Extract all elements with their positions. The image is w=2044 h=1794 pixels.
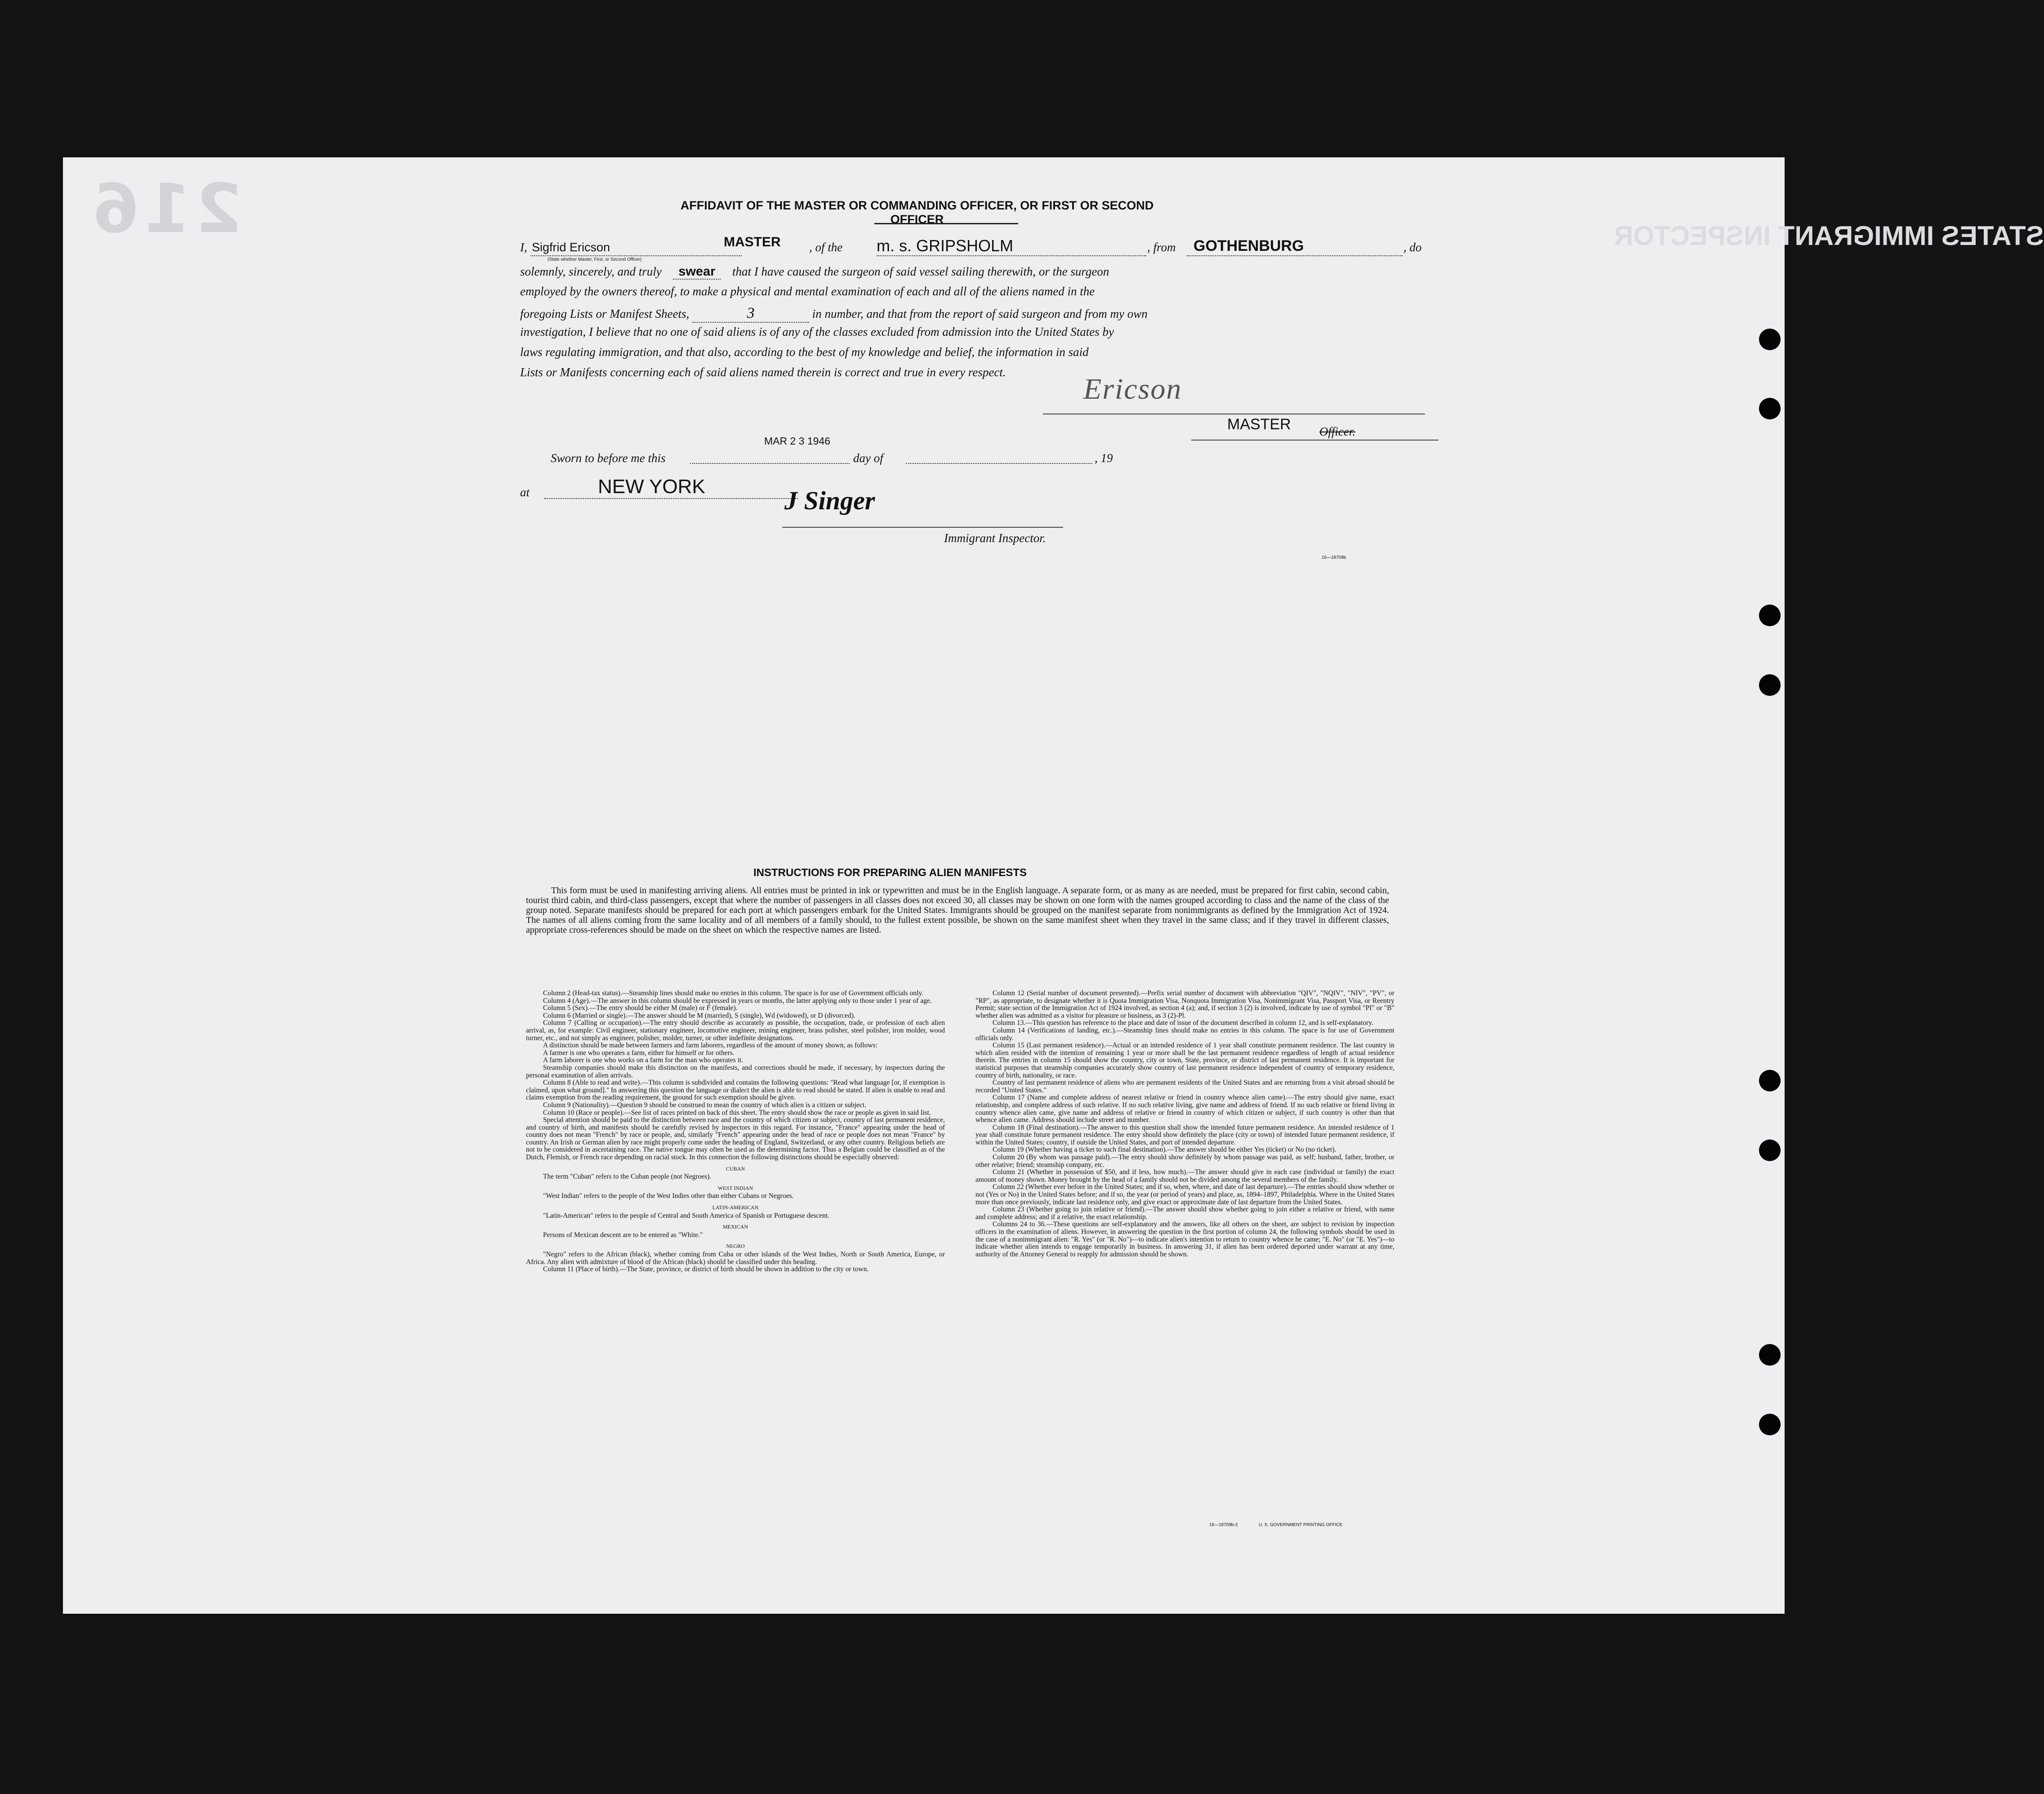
affidavit-line-5: investigation, I believe that no one of said aliens is of any of the classes excluded from admission into the United States by <box>520 325 1114 338</box>
affidavit-line-3: employed by the owners thereof, to make a physical and mental examination of each and all of the aliens named in the <box>520 285 1095 298</box>
instructions-intro: This form must be used in manifesting arriving aliens. All entries must be printed in ink or typewritten and must be in the English language. A separate form, or as many as are needed, must be prepared for first cabin, second cabin, tourist third cabin, and third-class passengers, except that where the number of passengers in all classes does not exceed 30, all classes may be shown on one form with the names grouped according to class and the name of the class of the group noted. Separate manifests should be prepared for each port at which passengers embark for the United States. Immigrants should be grouped on the manifest separate from nonimmigrants as defined by the Immigration Act of 1924. The names of all aliens coming from the same locality and of all members of a family should, to the fullest extent possible, be shown on the same manifest sheet when they travel in the same class; and if they travel in different classes, appropriate cross-references should be made on the sheet on which the respective names are listed. <box>526 886 1389 935</box>
instruction-paragraph: Column 21 (Whether in possession of $50, and if less, how much).—The answer should give in each case (individual or family) the exact amount of money shown. Money brought by the head of a family should not be divided among the several members of the family. <box>975 1168 1394 1184</box>
place-underline <box>544 498 798 499</box>
instruction-paragraph: Column 2 (Head-tax status).—Steamship lines should make no entries in this column. The space is for use of Government officials only. <box>543 989 924 997</box>
bleed-through-text: STATES IMMIGRANT INSPECTOR <box>1614 221 2044 251</box>
day-of-text: day of <box>853 451 883 465</box>
affidavit-i: I, <box>520 240 527 254</box>
instruction-paragraph: Column 9 (Nationality).—Question 9 should be construed to mean the country of which alien is a citizen or subject. <box>543 1101 866 1109</box>
instructions-title: INSTRUCTIONS FOR PREPARING ALIEN MANIFESTS <box>753 867 1027 879</box>
punch-hole <box>1759 1070 1781 1091</box>
instruction-paragraph: Column 14 (Verifications of landing, etc.).—Steamship lines should make no entries in this column. The space is for use of Government officials only. <box>975 1026 1394 1042</box>
heading-latin-american: LATIN-AMERICAN <box>712 1204 759 1211</box>
instruction-paragraph: Column 13.—This question has reference to the place and date of issue of the document described in column 12, and is self-explanatory. <box>993 1019 1373 1027</box>
month-underline <box>906 463 1092 464</box>
sheet-count: 3 <box>692 305 809 323</box>
instruction-paragraph: Columns 24 to 36.—These questions are self-explanatory and the answers, like all others on the sheet, are subject to revision by inspection officers in the examination of aliens. However, in answering the question in the first portion of column 24, the following symbols should be used in the case of a nonimmigrant alien: "R. Yes" (or "R. No")—to indicate alien's intention to return to country whence he came; "E. No" (or "E. Yes")—to indicate whether alien intends to engage temporarily in business. In answering 31, if alien has been ordered deported under warrant at any time, authority of the Attorney General to reapply for admission should be shown. <box>975 1220 1394 1258</box>
instructions-right-column <box>975 990 1394 1258</box>
instruction-paragraph: Steamship companies should make this distinction on the manifests, and corrections should be made, if necessary, by inspectors during the personal examination of alien arrivals. <box>526 1064 945 1079</box>
instruction-paragraph: Column 12 (Serial number of document presented).—Prefix serial number of document with abbreviation "QIV", "NQIV", "NIV", "PV", or "RP", as appropriate, to designate whether it is Quota Immigration Visa, Nonquota Immigration Visa, Nonimmigrant Visa, Passport Visa, or Reentry Permit; state section of the Immigration Act of 1924 involved, as section 4 (a); and, if section 3 (2) is involved, indicate by use of symbol "PI" or "B" whether alien was admitted as a visitor for pleasure or business, as 3 (2)-Pl. <box>975 989 1394 1019</box>
at-text: at <box>520 485 530 499</box>
heading-west-indian: WEST INDIAN <box>717 1184 753 1191</box>
port-underline <box>1187 255 1403 256</box>
instruction-paragraph: Column 6 (Married or single).—The answer should be M (married), S (single), Wd (widowed), or D (divorced). <box>543 1011 855 1019</box>
instruction-paragraph: A farmer is one who operates a farm, either for himself or for others. <box>543 1049 735 1057</box>
officer-underline <box>1191 440 1438 441</box>
line-2-rest: that I have caused the surgeon of said vessel sailing therewith, or the surgeon <box>732 265 1109 278</box>
affidavit-line-7: Lists or Manifests concerning each of said aliens named therein is correct and true in every respect. <box>520 365 1006 379</box>
footer-printer: U. S. GOVERNMENT PRINTING OFFICE <box>1259 1522 1343 1527</box>
instruction-paragraph: Persons of Mexican descent are to be entered as "White." <box>543 1231 703 1239</box>
instruction-paragraph: Special attention should be paid to the distinction between race and the country of which citizen or subject, country of last permanent residence, and country of birth, and manifests should be carefully revised by inspectors in this regard. For instance, "France" appearing under the head of country does not mean "French" by race or people, and, similarly "French" appearing under the head of race or people does not mean "France" by country. An Irish or German alien by race might properly come under the heading of England, Switzerland, or any other country. Religious beliefs are not to be considered in ascertaining race. The native tongue may often be used as the determining factor. Thus a Belgian could be classified as of the Dutch, Flemish, or French race depending on racial stock. In this connection the following distinctions should be especially observed: <box>526 1116 945 1162</box>
year-prefix: , 19 <box>1095 451 1113 465</box>
instruction-paragraph: Column 11 (Place of birth).—The State, province, or district of birth should be shown in addition to the city or town. <box>543 1265 869 1273</box>
officer-title: MASTER <box>1227 416 1291 433</box>
instruction-paragraph: Column 5 (Sex).—The entry should be either M (male) or F (female). <box>543 1004 738 1012</box>
do-text: , do <box>1403 240 1422 254</box>
punch-hole <box>1759 1140 1781 1161</box>
master-signature: Ericson <box>1083 373 1182 405</box>
punch-hole <box>1759 674 1781 696</box>
instructions-left-column <box>526 990 945 1273</box>
inspector-line <box>782 527 1063 528</box>
instruction-paragraph: A farm laborer is one who works on a farm for the man who operates it. <box>543 1056 744 1064</box>
heading-cuban: CUBAN <box>726 1165 745 1172</box>
instruction-paragraph: "West Indian" refers to the people of the West Indies other than either Cubans or Negroes. <box>543 1192 794 1200</box>
punch-hole <box>1759 605 1781 626</box>
instruction-paragraph: "Latin-American" refers to the people of Central and South America of Spanish or Portuguese descent. <box>543 1211 830 1220</box>
day-underline <box>690 463 850 464</box>
instruction-paragraph: "Negro" refers to the African (black), whether coming from Cuba or other islands of the West Indies, North or South America, Europe, or Africa. Any alien with admixture of blood of the African (black) should be classified under this heading. <box>526 1251 945 1266</box>
heading-negro: NEGRO <box>726 1243 745 1250</box>
manifest-sheet <box>63 157 2044 1614</box>
instruction-paragraph: A distinction should be made between farmers and farm laborers, regardless of the amount of money shown, as follows: <box>543 1042 877 1050</box>
instruction-paragraph: Column 4 (Age).—The answer in this column should be expressed in years or months, the latter applying only to those under 1 year of age. <box>543 997 932 1005</box>
rank-note: (State whether Master, First, or Second Officer) <box>548 257 642 262</box>
affidavit-line-6: laws regulating immigration, and that also, according to the best of my knowledge and belief, the information in said <box>520 345 1089 359</box>
instruction-paragraph: Column 10 (Race or people).—See list of races printed on back of this sheet. The entry should show the race or people as given in said list. <box>543 1108 931 1117</box>
sworn-before-text: Sworn to before me this <box>551 451 666 465</box>
punch-hole <box>1759 329 1781 350</box>
affidavit-line-4 <box>520 305 1442 323</box>
date-stamp: MAR 2 3 1946 <box>764 435 831 447</box>
inspector-title: Immigrant Inspector. <box>944 531 1046 545</box>
instruction-paragraph: Column 8 (Able to read and write).—This column is subdivided and contains the following questions: "Read what language [or, if exemption is claimed, upon what ground]." In answering this question the language or dialect the alien is able to read should be stated. If alien is unable to read and claims exemption from the reading requirement, the ground for such exemption should be given. <box>526 1079 945 1102</box>
punch-hole <box>1759 1414 1781 1435</box>
from-text: , from <box>1147 240 1176 254</box>
vessel-underline <box>877 255 1146 256</box>
affidavit-line-2 <box>520 264 1442 279</box>
footer-form-number: 16—18709b-2 <box>1209 1522 1238 1527</box>
instruction-paragraph: The term "Cuban" refers to the Cuban people (not Negroes). <box>543 1173 712 1181</box>
instruction-paragraph: Country of last permanent residence of aliens who are permanent residents of the United States and are returning from a visit abroad should be recorded "United States." <box>975 1079 1394 1094</box>
instruction-paragraph: Column 20 (By whom was passage paid).—The entry should show definitely by whom passage was paid, as self; husband, father, brother, or other relative; friend; steamship company, etc. <box>975 1153 1394 1169</box>
line-4-rest: in number, and that from the report of said surgeon and from my own <box>812 307 1148 321</box>
instruction-paragraph: Column 19 (Whether having a ticket to such final destination).—The answer should be either Yes (ticket) or No (no ticket). <box>993 1146 1336 1154</box>
instruction-paragraph: Column 22 (Whether ever before in the United States; and if so, when, where, and date of last departure).—The entries should show whether or not (Yes or No) in the United States before; and if so, the year (or period of years) and place, as, 1894–1897, Philadelphia. Where in the United States more than once previously, indicate last residence only, and give exact or approximate date of last departure from the United States. <box>975 1183 1394 1206</box>
heading-mexican: MEXICAN <box>723 1224 748 1230</box>
affidavit-title: AFFIDAVIT OF THE MASTER OR COMMANDING OFFICER, OR FIRST OR SECOND OFFICER <box>680 199 1154 226</box>
instruction-paragraph: Column 23 (Whether going to join relative or friend).—The answer should show whether going to join either a relative or friend, with name and complete address; and if a relative, the exact relationship. <box>975 1206 1394 1221</box>
inspector-signature: J Singer <box>784 486 875 515</box>
vessel-name: m. s. GRIPSHOLM <box>877 236 1014 255</box>
affidavit-form-number: 16—18709b <box>1322 555 1346 560</box>
master-rank: MASTER <box>724 235 781 249</box>
title-divider <box>874 223 1018 224</box>
sworn-place: NEW YORK <box>598 476 705 498</box>
punch-hole <box>1759 398 1781 419</box>
officer-word: Officer. <box>1319 425 1356 438</box>
instruction-paragraph: Column 17 (Name and complete address of nearest relative or friend in country whence alien came).—The entry should give name, exact relationship, and complete address of such relative. If no such relative living, give name and address of friend. If no such relative or friend living in country whence alien came, give name and address of relative or friend in country of which citizen or subject, if such country is other than that whence alien came. Address should include street and number. <box>975 1094 1394 1124</box>
page-number-mirrored: 216 <box>88 170 243 248</box>
instruction-paragraph: Column 7 (Calling or occupation).—The entry should describe as accurately as possible, the occupation, trade, or profession of each alien arrival, as, for example: Civil engineer, stationary engineer, locomotive engineer, mining engineer, brass polisher, steel polisher, iron molder, wood turner, etc., and not simply as engineer, polisher, molder, turner, or other indefinite designations. <box>526 1019 945 1042</box>
instruction-paragraph: Column 18 (Final destination).—The answer to this question shall show the intended future permanent residence. An intended residence of 1 year shall constitute future permanent residence. The entry should show definitely the place (city or town) of intended future permanent residence, if within the United States; country, if outside the United States, and port of intended departure. <box>975 1123 1394 1146</box>
line-4-start: foregoing Lists or Manifest Sheets, <box>520 307 690 321</box>
solemnly-text: solemnly, sincerely, and truly <box>520 265 662 278</box>
punch-hole <box>1759 1344 1781 1366</box>
instruction-paragraph: Column 15 (Last permanent residence).—Actual or an intended residence of 1 year shall constitute permanent residence. The last country in which alien resided with the intention of remaining 1 year or more shall be the last permanent residence regardless of length of actual residence therein. The entries in column 15 should show the country, city or town, State, province, or district of last permanent residence. It is important for statistical purposes that steamship companies accurately show country of last permanent residence independent of country of temporary residence, country of birth, nationality, or race. <box>975 1042 1394 1079</box>
of-the-text: , of the <box>809 240 843 254</box>
departure-port: GOTHENBURG <box>1193 237 1304 254</box>
oath-word: swear <box>673 264 721 280</box>
master-name: Sigfrid Ericson <box>532 240 610 254</box>
name-underline <box>530 255 742 256</box>
